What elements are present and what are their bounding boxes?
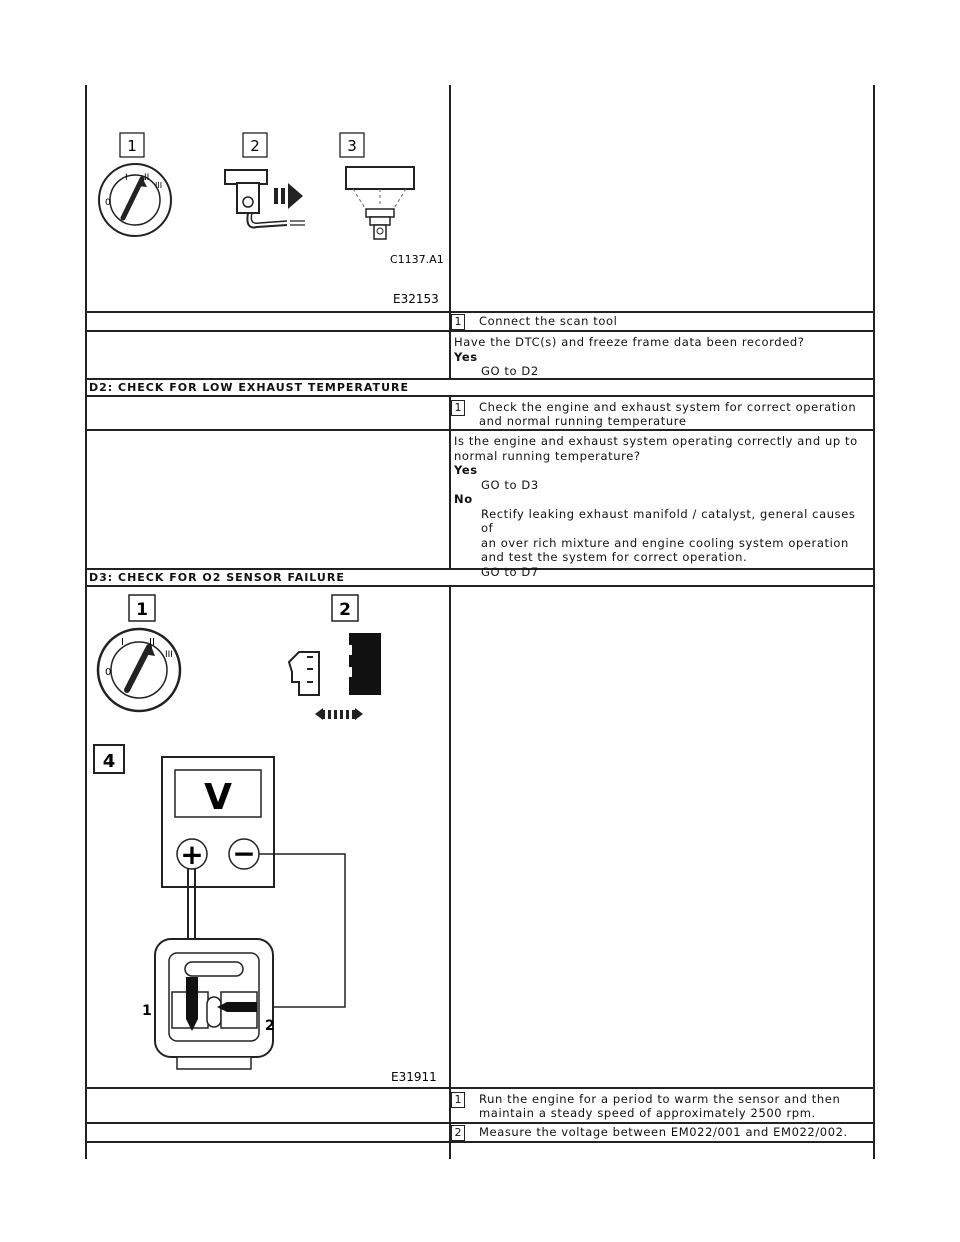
yes-label: Yes <box>454 349 478 364</box>
figure1-right-blank <box>451 85 873 311</box>
connect-arrow-icon <box>288 183 303 209</box>
pin-2-label: 2 <box>265 1018 275 1034</box>
figure1-panel <box>87 85 451 311</box>
callout-1: 1 <box>136 600 148 620</box>
pin-1-label: 1 <box>142 1003 152 1019</box>
no-line2: an over rich mixture and engine cooling system operation <box>481 535 849 550</box>
disconnect-arrow-left-icon <box>315 708 323 720</box>
svg-text:I: I <box>121 637 124 648</box>
question-line1: Is the engine and exhaust system operating correctly and up to <box>454 434 858 448</box>
scan-tool-plug-icon <box>237 183 259 213</box>
disconnect-arrow-right-icon <box>355 708 363 720</box>
ignition-mark-1: I <box>125 173 128 183</box>
d3-step1-row <box>85 1089 875 1124</box>
voltmeter-sensor-illustration <box>87 587 449 1087</box>
figure-id: E31911 <box>391 1070 437 1084</box>
figure-id: E32153 <box>393 292 439 306</box>
probe-negative <box>227 1002 257 1012</box>
svg-text:II: II <box>149 637 155 648</box>
no-line3: and test the system for correct operation. <box>481 550 748 564</box>
step-text-line2: maintain a steady speed of approximately 2500 rpm. <box>479 1106 816 1120</box>
step-text: Connect the scan tool <box>479 314 618 328</box>
connector-mating-icon <box>349 633 381 695</box>
no-line4: GO to D7 <box>481 564 539 579</box>
probe-positive <box>186 977 198 1019</box>
minus-terminal: − <box>232 837 256 870</box>
d3-figure-right-blank <box>451 587 873 1087</box>
no-label: No <box>454 492 473 506</box>
figure-ref-code: C1137.A1 <box>390 253 444 266</box>
step-number: 2 <box>451 1125 465 1141</box>
step-number: 1 <box>451 400 465 416</box>
step-text-line1: Run the engine for a period to warm the sensor and then <box>479 1092 841 1106</box>
plus-terminal: + <box>180 838 204 871</box>
svg-text:III: III <box>165 650 173 660</box>
no-line1: Rectify leaking exhaust manifold / catalyst, general causes of <box>481 506 856 535</box>
section-header: D3: CHECK FOR O2 SENSOR FAILURE <box>89 571 345 584</box>
d3-step2-row <box>85 1124 875 1143</box>
yes-action: GO to D2 <box>481 364 539 378</box>
section-header: D2: CHECK FOR LOW EXHAUST TEMPERATURE <box>89 381 409 394</box>
diagnostic-page <box>85 85 875 1159</box>
step-text: Measure the voltage between EM022/001 and EM022/002. <box>479 1125 848 1139</box>
svg-text:0: 0 <box>105 667 112 678</box>
question-text: Have the DTC(s) and freeze frame data been recorded? <box>454 335 805 349</box>
meter-symbol: V <box>204 777 232 818</box>
d3-header-row <box>85 570 875 587</box>
ignition-mark-3: III <box>155 181 163 190</box>
trailing-row <box>85 1143 875 1159</box>
d2-step-row <box>85 397 875 431</box>
callout-2: 2 <box>250 137 260 155</box>
step-text-line1: Check the engine and exhaust system for correct operation <box>479 400 857 414</box>
yes-action: GO to D3 <box>481 477 539 492</box>
figure1-row <box>85 85 875 313</box>
ignition-mark-2: II <box>144 173 150 183</box>
ignition-scan-tool-illustration <box>87 85 449 311</box>
callout-2: 2 <box>339 600 351 620</box>
question-line2: normal running temperature? <box>454 448 641 463</box>
scan-tool-icon <box>346 167 414 189</box>
step-number: 1 <box>451 314 465 330</box>
d1-step-row <box>85 313 875 332</box>
callout-1: 1 <box>127 137 137 155</box>
callout-4: 4 <box>102 751 116 772</box>
connector-half-icon <box>289 652 319 695</box>
step-text-line2: and normal running temperature <box>479 414 687 428</box>
callout-3: 3 <box>347 137 357 155</box>
d2-header-row <box>85 380 875 397</box>
d3-figure-row <box>85 587 875 1089</box>
ignition-mark-0: 0 <box>105 198 111 208</box>
yes-label: Yes <box>454 463 478 477</box>
d1-question-row <box>85 332 875 380</box>
step-number: 1 <box>451 1092 465 1108</box>
d3-figure-panel <box>87 587 451 1087</box>
